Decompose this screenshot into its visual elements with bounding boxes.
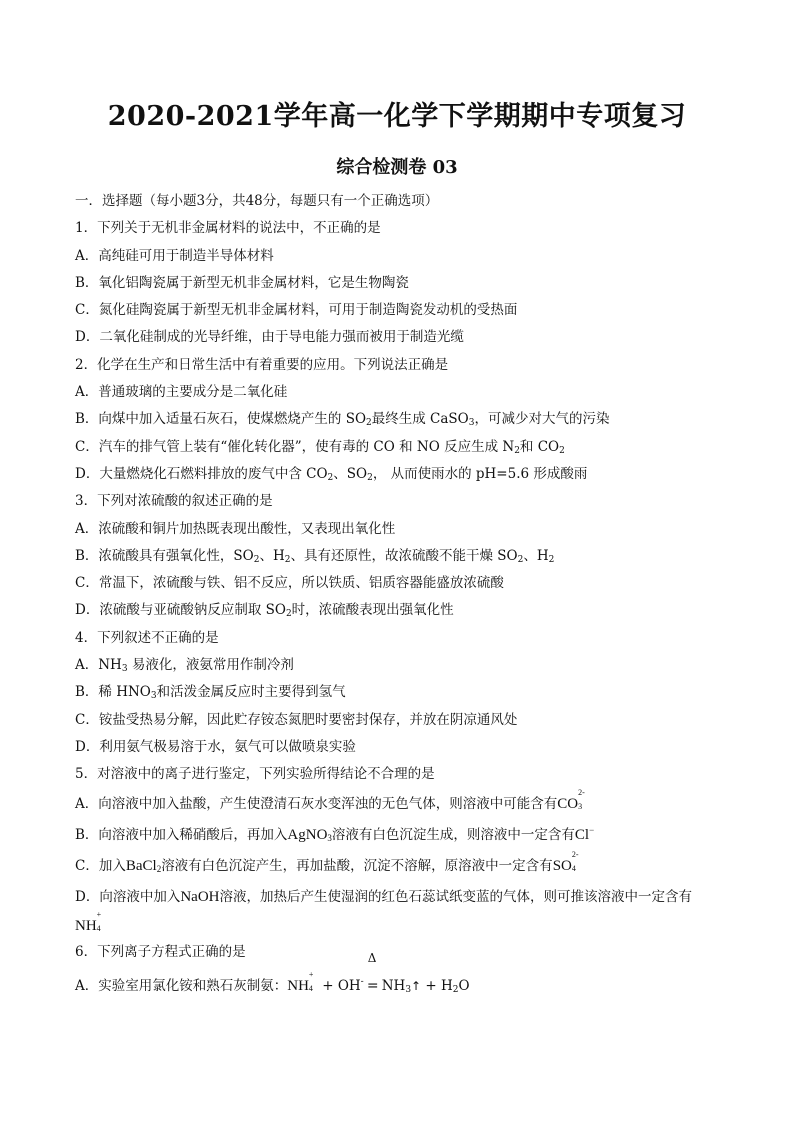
q5-c-barium-chloride bbox=[126, 858, 161, 874]
q2-c-text-1: C．汽车的排气管上装有“催化转化器”，使有毒的 CO 和 NO 反应生成 N bbox=[75, 438, 515, 455]
section-header: 一．选择题（每小题3分，共48分，每题只有一个正确选项） bbox=[75, 193, 439, 209]
q1-option-d: D．二氧化硅制成的光导纤维，由于导电能力强而被用于制造光缆 bbox=[75, 329, 464, 346]
q6-a-nh4-charge bbox=[308, 969, 318, 993]
q6-a-nh4-sup: + bbox=[308, 969, 314, 979]
q3-d-sub-1: 2 bbox=[285, 609, 292, 620]
q6-a-o: O bbox=[458, 977, 470, 994]
q6-a-gas-arrow: ↑ bbox=[411, 978, 422, 993]
q2-d-sub-1: 2 bbox=[327, 472, 334, 483]
q2-c-sub-2: 2 bbox=[559, 445, 565, 456]
q2-option-a: A．普通玻璃的主要成分是二氧化硅 bbox=[75, 384, 288, 401]
q5-option-d bbox=[75, 882, 735, 913]
q5-option-d-continued bbox=[75, 909, 735, 939]
q6-a-nh4-sub: 4 bbox=[308, 983, 313, 993]
q5-a-ion-charge bbox=[578, 787, 587, 811]
q2-b-sub-2: 3 bbox=[468, 418, 475, 429]
q5-a-ion-text: CO bbox=[557, 795, 579, 812]
q5-c-ion2-text: SO bbox=[552, 857, 572, 874]
q5-stem: 5．对溶液中的离子进行鉴定，下列实验所得结论不合理的是 bbox=[75, 766, 435, 783]
q2-c-text-2: 和 CO bbox=[519, 438, 560, 455]
q1-option-c: C．氮化硅陶瓷属于新型无机非金属材料，可用于制造陶瓷发动机的受热面 bbox=[75, 302, 518, 319]
q3-b-text-3: 、具有还原性，故浓硫酸不能干燥 SO bbox=[290, 547, 518, 564]
q2-option-d bbox=[75, 461, 735, 488]
q5-option-c bbox=[75, 851, 735, 882]
q2-d-text-1: D．大量燃烧化石燃料排放的废气中含 CO bbox=[75, 465, 328, 482]
q6-a-ammonium-ion bbox=[287, 969, 318, 994]
q4-b-sub-1: 3 bbox=[150, 691, 157, 702]
q6-a-plus-h: + H bbox=[421, 977, 453, 994]
q5-c-sulfate-ion bbox=[552, 849, 581, 874]
q2-b-text-1: B．向煤中加入适量石灰石，使煤燃烧产生的 SO bbox=[75, 411, 367, 428]
q5-d-naoh: NaOH bbox=[180, 888, 220, 905]
q4-stem: 4．下列叙述不正确的是 bbox=[75, 629, 219, 646]
q5-a-ion-sub: 3 bbox=[578, 801, 583, 811]
q2-c-sub-1: 2 bbox=[514, 445, 520, 456]
q6-a-nh4-text: NH bbox=[287, 977, 309, 994]
q5-d-text-2: 溶液，加热后产生使湿润的红色石蕊试纸变蓝的气体，则可推该溶液中一定含有 bbox=[219, 888, 692, 905]
q5-c-text-2: 溶液有白色沉淀产生，再加盐酸，沉淀不溶解，原溶液中一定含有 bbox=[161, 857, 553, 874]
q2-stem: 2．化学在生产和日常生活中有着重要的应用。下列说法正确是 bbox=[75, 356, 449, 373]
q5-c-ion1-sub: 2 bbox=[156, 863, 162, 874]
q6-a-h2o-sub: 2 bbox=[452, 984, 459, 995]
q6-a-delta: Δ bbox=[367, 950, 377, 965]
q4-option-b bbox=[75, 679, 735, 706]
q2-option-c bbox=[75, 434, 735, 461]
q6-a-text: A．实验室用氯化铵和熟石灰制氨： bbox=[75, 977, 288, 994]
q2-d-text-2: 、SO bbox=[333, 465, 368, 482]
q6-stem: 6．下列离子方程式正确的是 bbox=[75, 943, 246, 960]
q2-d-sub-2: 2 bbox=[367, 472, 373, 483]
q6-a-oh-sup: - bbox=[360, 976, 364, 987]
q5-c-ion2-sub: 4 bbox=[571, 863, 576, 873]
q5-c-ion2-charge bbox=[571, 849, 581, 873]
q5-c-text-1: C．加入 bbox=[75, 857, 126, 874]
page-title: 2020-2021学年高一化学下学期期中专项复习 bbox=[107, 101, 687, 132]
q1-option-a: A．高纯硅可用于制造半导体材料 bbox=[75, 247, 274, 264]
q6-a-heat-equals bbox=[364, 950, 382, 1006]
q5-d-nh4-charge bbox=[96, 909, 106, 933]
q1-option-b: B．氧化铝陶瓷属于新型无机非金属材料，它是生物陶瓷 bbox=[75, 274, 409, 291]
q5-a-ion-sup: 2- bbox=[578, 787, 585, 797]
q4-b-text-1: B．稀 HNO bbox=[75, 684, 151, 701]
q6-a-plus-oh: + OH bbox=[317, 977, 361, 994]
q2-b-text-3: ，可减少对大气的污染 bbox=[474, 411, 610, 428]
q2-option-b bbox=[75, 406, 735, 433]
q1-stem: 1．下列关于无机非金属材料的说法中，不正确的是 bbox=[75, 220, 381, 237]
q5-d-nh4-text: NH bbox=[75, 917, 97, 934]
q5-c-ion2-sup: 2- bbox=[571, 849, 579, 859]
q6-a-nh3: NH bbox=[381, 977, 406, 994]
q5-b-chloride-ion bbox=[574, 824, 595, 843]
q5-option-a bbox=[75, 789, 735, 820]
q5-d-text-1: D．向溶液中加入 bbox=[75, 888, 181, 905]
q5-a-carbonate-ion bbox=[557, 787, 587, 812]
q5-b-text-1: B．向溶液中加入稀硝酸后，再加入 bbox=[75, 826, 288, 843]
q4-b-text-2: 和活泼金属反应时主要得到氢气 bbox=[156, 684, 346, 701]
q5-b-text-2: 溶液有白色沉淀生成，则溶液中一定含有 bbox=[331, 826, 575, 843]
q3-stem: 3．下列对浓硫酸的叙述正确的是 bbox=[75, 493, 273, 510]
q4-option-d: D．利用氨气极易溶于水，氨气可以做喷泉实验 bbox=[75, 738, 356, 755]
q3-d-text-1: D．浓硫酸与亚硫酸钠反应制取 SO bbox=[75, 602, 286, 619]
q3-b-sub-3: 2 bbox=[517, 554, 524, 565]
q5-b-ion2-text: Cl bbox=[574, 826, 590, 843]
q5-d-ammonium-ion bbox=[75, 909, 106, 934]
q4-option-a bbox=[75, 652, 735, 679]
q3-option-d bbox=[75, 597, 735, 624]
q4-a-text-2: 易液化，液氨常用作制冷剂 bbox=[127, 657, 294, 674]
q4-a-sub-1: 3 bbox=[121, 664, 128, 675]
q5-b-ion1-sub: 3 bbox=[327, 832, 332, 843]
q2-b-sub-1: 2 bbox=[366, 418, 372, 429]
q5-b-ion2-sup: − bbox=[589, 824, 595, 835]
q6-a-equals: = bbox=[366, 977, 379, 994]
q5-option-b bbox=[75, 820, 735, 851]
q5-c-ion1-text: BaCl bbox=[125, 857, 157, 874]
q2-d-text-3: ， 从而使雨水的 pH=5.6 形成酸雨 bbox=[372, 465, 588, 482]
q3-b-sub-2: 2 bbox=[284, 554, 291, 565]
q4-option-c: C．铵盐受热易分解，因此贮存铵态氮肥时要密封保存，并放在阴凉通风处 bbox=[75, 711, 518, 728]
q3-d-text-2: 时，浓硫酸表现出强氧化性 bbox=[291, 602, 454, 619]
q3-b-text-2: 、H bbox=[259, 547, 285, 564]
q3-option-a: A．浓硫酸和铜片加热既表现出酸性，又表现出氧化性 bbox=[75, 520, 396, 537]
q6-a-nh3-sub: 3 bbox=[405, 984, 412, 995]
q3-option-c: C．常温下，浓硫酸与铁、铝不反应，所以铁质、铝质容器能盛放浓硫酸 bbox=[75, 575, 504, 592]
q2-b-text-2: 最终生成 CaSO bbox=[371, 411, 469, 428]
q3-b-sub-1: 2 bbox=[253, 554, 260, 565]
q5-d-nh4-sub: 4 bbox=[96, 923, 101, 933]
q3-b-text-4: 、H bbox=[523, 547, 549, 564]
q3-b-sub-4: 2 bbox=[548, 554, 555, 565]
page-subtitle: 综合检测卷 03 bbox=[336, 157, 458, 178]
q5-b-silver-nitrate bbox=[287, 827, 332, 843]
q3-option-b bbox=[75, 543, 735, 570]
q4-a-text-1: A．NH bbox=[75, 657, 122, 674]
q5-b-ion1-text: AgNO bbox=[287, 826, 328, 843]
q5-a-text: A．向溶液中加入盐酸，产生使澄清石灰水变浑浊的无色气体，则溶液中可能含有 bbox=[75, 795, 558, 812]
question-content bbox=[75, 188, 735, 1002]
q3-b-text-1: B．浓硫酸具有强氧化性，SO bbox=[75, 547, 254, 564]
q5-d-nh4-sup: + bbox=[96, 909, 102, 919]
